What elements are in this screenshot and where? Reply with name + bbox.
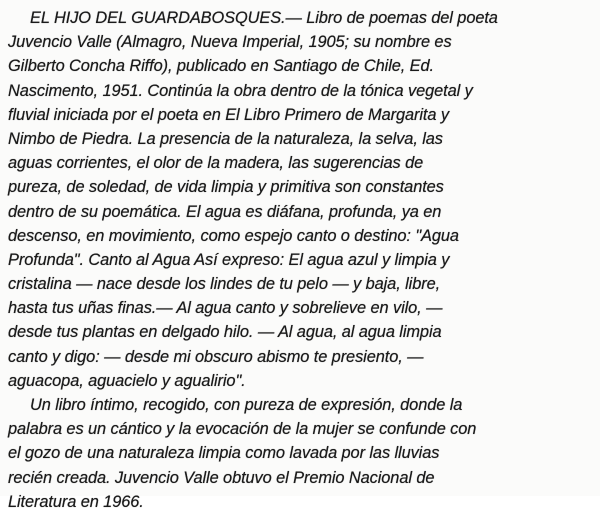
paragraph-1-line-2: Juvencio Valle (Almagro, Nueva Imperial, 1905; su nombre es (8, 33, 452, 52)
paragraph-1-line-9: dentro de su poemática. El agua es diáfana, profunda, ya en (8, 202, 442, 221)
paragraph-1-line-4: Nascimento, 1951. Continúa la obra dentro de la tónica vegetal y (8, 81, 473, 100)
paragraph-1-line-13: hasta tus uñas finas.— Al agua canto y sobrelieve en vilo, — (8, 299, 443, 318)
paragraph-1-line-1: EL HIJO DEL GUARDABOSQUES.— Libro de poemas del poeta (30, 9, 498, 27)
paragraph-1-line-6: Nimbo de Piedra. La presencia de la naturaleza, la selva, las (8, 129, 443, 148)
paragraph-2-line-2: palabra es un cántico y la evocación de la mujer se confunde con (8, 420, 477, 439)
paragraph-1-line-5: fluvial iniciada por el poeta en El Libro Primero de Margarita y (8, 105, 449, 124)
paragraph-2-line-3: el gozo de una naturaleza limpia como lavada por las lluvias (8, 444, 440, 463)
article-text (8, 6, 588, 514)
paragraph-1-line-11: Profunda". Canto al Agua Así expreso: El agua azul y limpia y (8, 250, 450, 269)
paragraph-1 (8, 6, 588, 393)
paragraph-1-line-3: Gilberto Concha Riffo), publicado en Santiago de Chile, Ed. (8, 57, 434, 76)
paragraph-2 (8, 393, 588, 514)
paragraph-2-line-4: recién creada. Juvencio Valle obtuvo el Premio Nacional de (8, 468, 435, 487)
paragraph-1-line-15: canto y digo: — desde mi obscuro abismo te presiento, — (8, 347, 424, 366)
paragraph-1-line-16: aguacopa, aguacielo y agualirio". (8, 371, 246, 390)
paragraph-1-line-10: descenso, en movimiento, como espejo canto o destino: "Agua (8, 226, 459, 245)
paragraph-1-line-7: aguas corrientes, el olor de la madera, las sugerencias de (8, 154, 424, 173)
paragraph-1-line-8: pureza, de soledad, de vida limpia y primitiva son constantes (8, 178, 444, 197)
paragraph-1-line-12: cristalina — nace desde los lindes de tu pelo — y baja, libre, (8, 275, 441, 294)
paragraph-2-line-1: Un libro íntimo, recogido, con pureza de expresión, donde la (30, 396, 463, 414)
paragraph-1-line-14: desde tus plantas en delgado hilo. — Al agua, al agua limpia (8, 323, 442, 342)
paragraph-2-line-5: Literatura en 1966. (8, 492, 144, 511)
